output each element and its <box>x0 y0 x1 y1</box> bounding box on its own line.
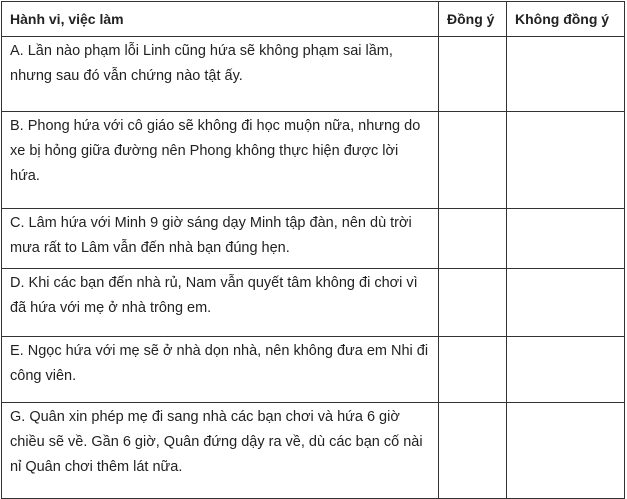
agree-cell-d[interactable] <box>439 269 507 337</box>
column-header-agree: Đồng ý <box>439 2 507 37</box>
agree-cell-c[interactable] <box>439 209 507 269</box>
disagree-cell-g[interactable] <box>507 403 625 499</box>
behavior-cell-d: D. Khi các bạn đến nhà rủ, Nam vẫn quyết tâm không đi chơi vì đã hứa với mẹ ở nhà trông em. <box>2 269 439 337</box>
behavior-cell-b: B. Phong hứa với cô giáo sẽ không đi học muộn nữa, nhưng do xe bị hỏng giữa đường nên Phong không thực hiện được lời hứa. <box>2 112 439 209</box>
behavior-cell-a: A. Lần nào phạm lỗi Linh cũng hứa sẽ không phạm sai lầm, nhưng sau đó vẫn chứng nào tật ấy. <box>2 37 439 112</box>
behavior-survey-table <box>1 1 625 499</box>
agree-cell-e[interactable] <box>439 337 507 403</box>
agree-cell-b[interactable] <box>439 112 507 209</box>
disagree-cell-b[interactable] <box>507 112 625 209</box>
disagree-cell-c[interactable] <box>507 209 625 269</box>
column-header-behavior: Hành vi, việc làm <box>2 2 439 37</box>
table-row <box>2 37 625 112</box>
behavior-cell-c: C. Lâm hứa với Minh 9 giờ sáng dạy Minh tập đàn, nên dù trời mưa rất to Lâm vẫn đến nhà bạn đúng hẹn. <box>2 209 439 269</box>
table-row <box>2 112 625 209</box>
disagree-cell-a[interactable] <box>507 37 625 112</box>
agree-cell-a[interactable] <box>439 37 507 112</box>
agree-cell-g[interactable] <box>439 403 507 499</box>
table-header-row <box>2 2 625 37</box>
table-row <box>2 403 625 499</box>
table-row <box>2 269 625 337</box>
table-row <box>2 209 625 269</box>
column-header-disagree: Không đồng ý <box>507 2 625 37</box>
behavior-cell-g: G. Quân xin phép mẹ đi sang nhà các bạn chơi và hứa 6 giờ chiều sẽ về. Gần 6 giờ, Quân đứng dậy ra về, dù các bạn cố nài nỉ Quân chơi thêm lát nữa. <box>2 403 439 499</box>
disagree-cell-d[interactable] <box>507 269 625 337</box>
disagree-cell-e[interactable] <box>507 337 625 403</box>
behavior-cell-e: E. Ngọc hứa với mẹ sẽ ở nhà dọn nhà, nên không đưa em Nhi đi công viên. <box>2 337 439 403</box>
table-row <box>2 337 625 403</box>
